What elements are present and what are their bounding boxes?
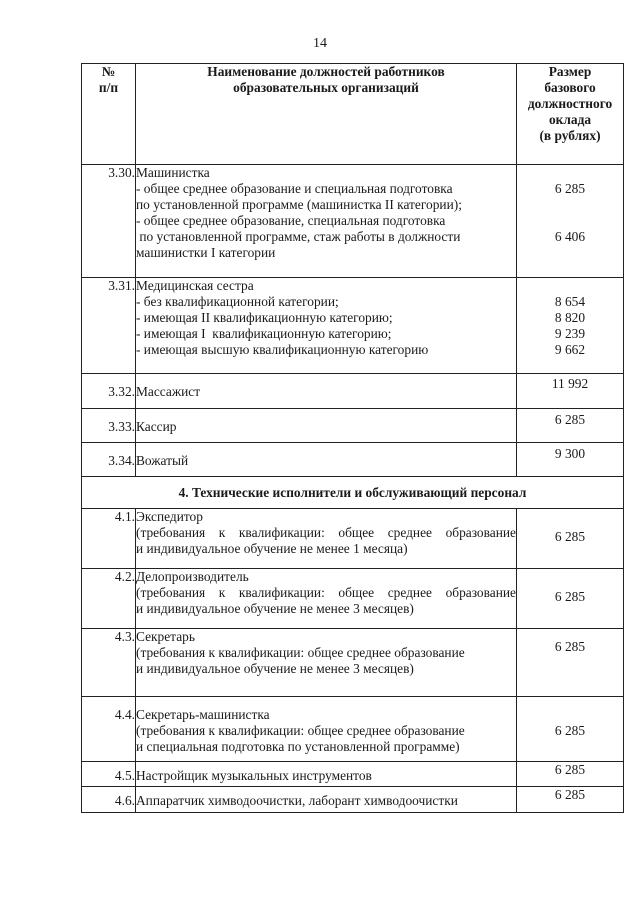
section-title: 4. Технические исполнители и обслуживающий персонал bbox=[82, 477, 624, 509]
position-line: - имеющая II квалификационную категорию; bbox=[136, 310, 393, 325]
position-line: Настройщик музыкальных инструментов bbox=[136, 768, 372, 783]
header-number bbox=[82, 64, 136, 165]
salary-value: 8 820 bbox=[554, 310, 586, 325]
row-position bbox=[136, 165, 517, 278]
header-salary-line: базового bbox=[544, 80, 596, 95]
table-row bbox=[82, 509, 624, 569]
position-line: - общее среднее образование и специальная подготовка bbox=[136, 181, 453, 196]
row-salary bbox=[517, 787, 624, 813]
position-line: Секретарь bbox=[136, 629, 195, 644]
row-salary bbox=[517, 278, 624, 374]
header-number-line: № bbox=[101, 64, 116, 79]
salary-value: 9 662 bbox=[554, 342, 586, 357]
position-line: (требования к квалификации: общее среднее образование bbox=[136, 525, 516, 540]
row-number: 3.30. bbox=[82, 165, 136, 278]
header-salary-line: должностного bbox=[527, 96, 613, 111]
position-line: Кассир bbox=[136, 419, 177, 434]
salary-value: 6 285 bbox=[554, 412, 586, 427]
row-number: 3.32. bbox=[82, 374, 136, 409]
salary-value: 9 239 bbox=[554, 326, 586, 341]
salary-value: 8 654 bbox=[554, 294, 586, 309]
position-line: по установленной программе (машинистка II категории); bbox=[136, 197, 462, 212]
row-number: 4.2. bbox=[82, 569, 136, 629]
row-number: 4.5. bbox=[82, 762, 136, 787]
header-salary-line: оклада bbox=[548, 112, 592, 127]
header-position-name bbox=[136, 64, 517, 165]
table-row bbox=[82, 278, 624, 374]
row-number: 4.4. bbox=[82, 697, 136, 762]
table-row bbox=[82, 629, 624, 697]
table-row bbox=[82, 165, 624, 278]
salary-value: 11 992 bbox=[551, 376, 589, 391]
row-salary bbox=[517, 569, 624, 629]
row-number: 4.1. bbox=[82, 509, 136, 569]
position-line: - имеющая высшую квалификационную категорию bbox=[136, 342, 429, 357]
position-line: и индивидуальное обучение не менее 1 месяца) bbox=[136, 541, 408, 556]
table-row bbox=[82, 697, 624, 762]
position-line: и специальная подготовка по установленной программе) bbox=[136, 739, 460, 754]
row-position bbox=[136, 443, 517, 477]
position-line: Машинистка bbox=[136, 165, 210, 180]
position-line: - общее среднее образование, специальная подготовка bbox=[136, 213, 446, 228]
table-row bbox=[82, 569, 624, 629]
header-salary bbox=[517, 64, 624, 165]
row-position bbox=[136, 762, 517, 787]
position-line: (требования к квалификации: общее среднее образование bbox=[136, 723, 465, 738]
salary-value: 9 300 bbox=[554, 446, 586, 461]
salary-value: 6 285 bbox=[554, 529, 586, 544]
position-line: и индивидуальное обучение не менее 3 месяцев) bbox=[136, 661, 414, 676]
position-line: Массажист bbox=[136, 384, 201, 399]
row-number: 3.34. bbox=[82, 443, 136, 477]
row-position bbox=[136, 409, 517, 443]
row-number: 4.6. bbox=[82, 787, 136, 813]
row-salary bbox=[517, 509, 624, 569]
row-salary bbox=[517, 374, 624, 409]
position-line: Экспедитор bbox=[136, 509, 203, 524]
position-line: (требования к квалификации: общее среднее образование bbox=[136, 585, 516, 600]
row-salary bbox=[517, 165, 624, 278]
header-name-line: Наименование должностей работников bbox=[207, 64, 445, 79]
position-line: Медицинская сестра bbox=[136, 278, 254, 293]
salary-value: 6 285 bbox=[554, 723, 586, 738]
position-line: по установленной программе, стаж работы в должности bbox=[136, 229, 461, 244]
row-position bbox=[136, 509, 517, 569]
salary-value: 6 285 bbox=[554, 787, 586, 802]
header-name-line: образовательных организаций bbox=[233, 80, 419, 95]
row-position bbox=[136, 787, 517, 813]
row-position bbox=[136, 697, 517, 762]
salary-value: 6 285 bbox=[554, 589, 586, 604]
table-row bbox=[82, 374, 624, 409]
position-line: Аппаратчик химводоочистки, лаборант химводоочистки bbox=[136, 793, 458, 808]
row-salary bbox=[517, 697, 624, 762]
position-line: Делопроизводитель bbox=[136, 569, 249, 584]
header-salary-line: (в рублях) bbox=[539, 128, 601, 143]
table-header-row bbox=[82, 64, 624, 165]
position-line: и индивидуальное обучение не менее 3 месяцев) bbox=[136, 601, 414, 616]
table-row bbox=[82, 409, 624, 443]
row-position bbox=[136, 278, 517, 374]
position-line: - имеющая I квалификационную категорию; bbox=[136, 326, 392, 341]
table-row bbox=[82, 443, 624, 477]
row-position bbox=[136, 629, 517, 697]
salary-value: 6 285 bbox=[554, 639, 586, 654]
table-row bbox=[82, 762, 624, 787]
salary-value: 6 285 bbox=[554, 762, 586, 777]
salary-value: 6 285 bbox=[554, 181, 586, 196]
salary-value: 6 406 bbox=[554, 229, 586, 244]
table-row bbox=[82, 787, 624, 813]
position-line: машинистки I категории bbox=[136, 245, 276, 260]
row-salary bbox=[517, 762, 624, 787]
section-row bbox=[82, 477, 624, 509]
position-line: (требования к квалификации: общее среднее образование bbox=[136, 645, 465, 660]
row-position bbox=[136, 569, 517, 629]
header-number-line: п/п bbox=[98, 80, 119, 95]
page-number: 14 bbox=[313, 36, 327, 51]
row-number: 3.31. bbox=[82, 278, 136, 374]
position-line: - без квалификационной категории; bbox=[136, 294, 339, 309]
position-line: Вожатый bbox=[136, 453, 189, 468]
position-line: Секретарь-машинистка bbox=[136, 707, 270, 722]
header-salary-line: Размер bbox=[548, 64, 592, 79]
row-salary bbox=[517, 629, 624, 697]
row-number: 3.33. bbox=[82, 409, 136, 443]
row-salary bbox=[517, 409, 624, 443]
row-position bbox=[136, 374, 517, 409]
row-number: 4.3. bbox=[82, 629, 136, 697]
salary-table bbox=[81, 63, 624, 813]
row-salary bbox=[517, 443, 624, 477]
